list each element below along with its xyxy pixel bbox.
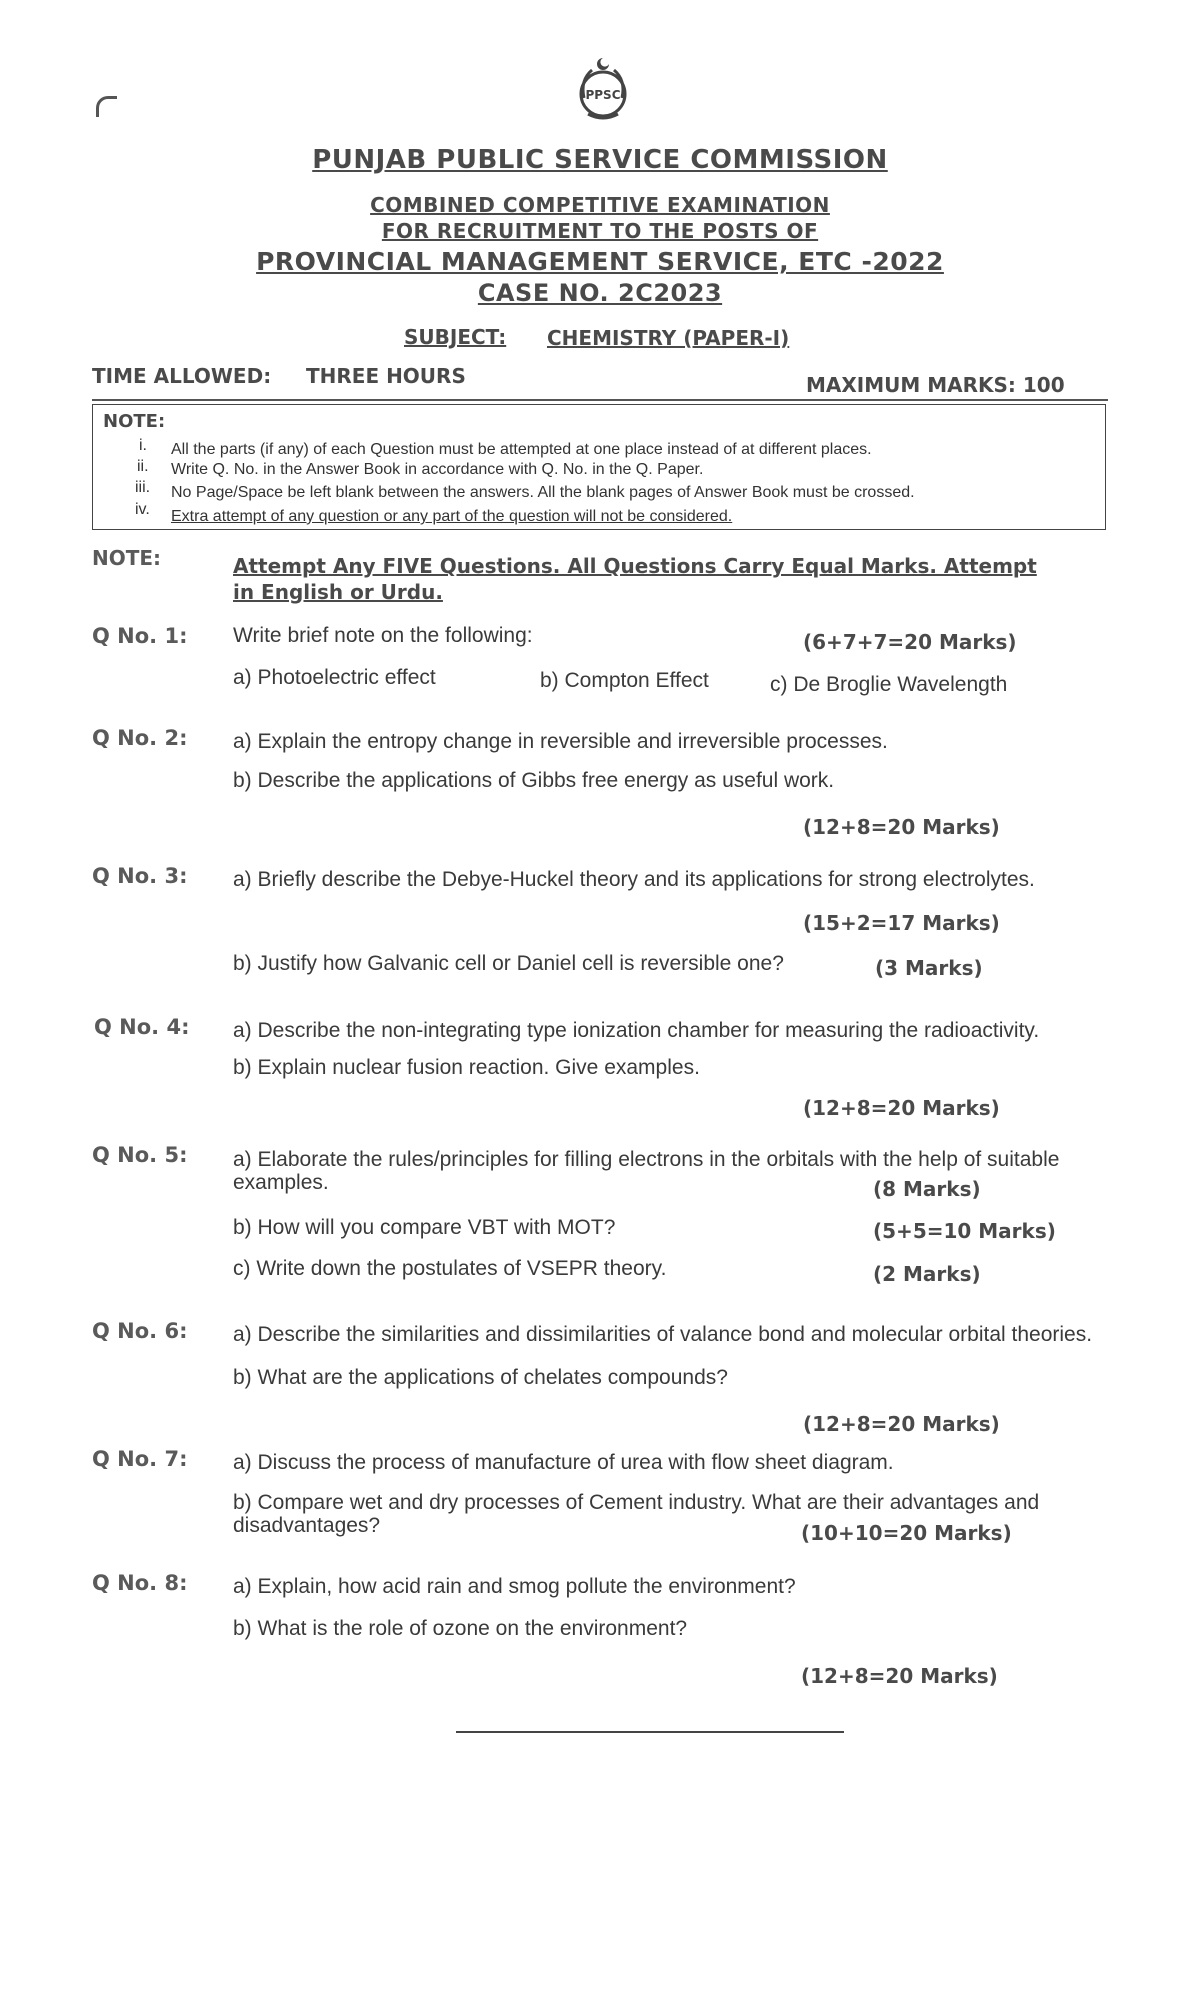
question-part: a) Briefly describe the Debye-Huckel theory and its applications for strong electrolytes. — [233, 868, 1035, 891]
header-divider — [92, 399, 1108, 401]
question-part: a) Explain the entropy change in reversible and irreversible processes. — [233, 730, 888, 753]
note-item-num: i. — [139, 437, 147, 454]
question-part: a) Describe the non-integrating type ionization chamber for measuring the radioactivity. — [233, 1019, 1040, 1042]
ppsc-logo — [570, 54, 636, 122]
subject-label: SUBJECT: — [404, 325, 507, 349]
question-part: b) What are the applications of chelates compounds? — [233, 1366, 728, 1389]
question-marks: (2 Marks) — [873, 1262, 981, 1286]
question-marks: (12+8=20 Marks) — [803, 1096, 1000, 1120]
subject-value: CHEMISTRY (PAPER-I) — [547, 326, 790, 350]
note-item-text: All the parts (if any) of each Question must be attempted at one place instead of at different places. — [171, 441, 872, 458]
instruction-line1: Attempt Any FIVE Questions. All Questions Carry Equal Marks. Attempt — [233, 554, 1037, 578]
question-marks: (10+10=20 Marks) — [801, 1521, 1012, 1545]
question-part: a) Explain, how acid rain and smog pollute the environment? — [233, 1575, 796, 1598]
note-item-text: Write Q. No. in the Answer Book in accordance with Q. No. in the Q. Paper. — [171, 461, 704, 478]
exam-title-line2: FOR RECRUITMENT TO THE POSTS OF — [381, 219, 819, 243]
case-number: CASE NO. 2C2023 — [477, 279, 723, 307]
question-part: a) Discuss the process of manufacture of urea with flow sheet diagram. — [233, 1451, 894, 1474]
note-box-title: NOTE: — [103, 411, 166, 432]
question-label: Q No. 3: — [92, 864, 188, 888]
note-item-text: No Page/Space be left blank between the answers. All the blank pages of Answer Book must be crossed. — [171, 484, 915, 501]
question-part: a) Describe the similarities and dissimilarities of valance bond and molecular orbital theories. — [233, 1323, 1093, 1346]
instruction-label: NOTE: — [92, 546, 162, 570]
question-text: Write brief note on the following: — [233, 624, 533, 647]
question-part: b) What is the role of ozone on the environment? — [233, 1617, 688, 1640]
question-part: b) Compare wet and dry processes of Cement industry. What are their advantages and — [233, 1491, 1040, 1514]
question-part: b) Justify how Galvanic cell or Daniel cell is reversible one? — [233, 952, 784, 975]
question-part: a) Photoelectric effect — [233, 666, 436, 689]
note-box — [92, 404, 1106, 530]
question-part: disadvantages? — [233, 1514, 381, 1537]
exam-title-line1: COMBINED COMPETITIVE EXAMINATION — [370, 193, 830, 217]
instruction-line2: in English or Urdu. — [233, 580, 443, 604]
question-marks: (3 Marks) — [875, 956, 983, 980]
exam-title-line3: PROVINCIAL MANAGEMENT SERVICE, ETC -2022 — [256, 247, 944, 276]
question-part: c) De Broglie Wavelength — [770, 673, 1008, 696]
question-marks: (5+5=10 Marks) — [873, 1219, 1056, 1243]
question-part: b) Explain nuclear fusion reaction. Give examples. — [233, 1056, 700, 1079]
question-label: Q No. 7: — [92, 1447, 188, 1471]
question-marks: (8 Marks) — [873, 1177, 981, 1201]
question-label: Q No. 4: — [94, 1015, 190, 1039]
end-divider — [456, 1731, 844, 1733]
question-marks: (12+8=20 Marks) — [803, 1412, 1000, 1436]
question-label: Q No. 8: — [92, 1571, 188, 1595]
note-item-text: Extra attempt of any question or any part of the question will not be considered. — [171, 508, 733, 525]
note-item-num: ii. — [137, 458, 149, 475]
question-part: examples. — [233, 1171, 329, 1194]
scan-mark — [96, 96, 117, 117]
question-marks: (15+2=17 Marks) — [803, 911, 1000, 935]
question-part: a) Elaborate the rules/principles for filling electrons in the orbitals with the help of suitable — [233, 1148, 1060, 1171]
question-part: b) Compton Effect — [540, 669, 709, 692]
time-allowed-value: THREE HOURS — [306, 364, 466, 388]
question-marks: (12+8=20 Marks) — [803, 815, 1000, 839]
question-part: b) Describe the applications of Gibbs free energy as useful work. — [233, 769, 835, 792]
svg-text:PPSC: PPSC — [585, 88, 621, 102]
time-allowed-label: TIME ALLOWED: — [92, 364, 272, 388]
question-label: Q No. 5: — [92, 1143, 188, 1167]
question-part: c) Write down the postulates of VSEPR theory. — [233, 1257, 667, 1280]
question-label: Q No. 1: — [92, 624, 188, 648]
note-item-num: iii. — [135, 479, 151, 496]
question-marks: (12+8=20 Marks) — [801, 1664, 998, 1688]
max-marks: MAXIMUM MARKS: 100 — [806, 373, 1065, 397]
note-item-num: iv. — [135, 501, 150, 518]
question-marks: (6+7+7=20 Marks) — [803, 630, 1017, 654]
question-label: Q No. 2: — [92, 726, 188, 750]
question-label: Q No. 6: — [92, 1319, 188, 1343]
commission-title: PUNJAB PUBLIC SERVICE COMMISSION — [312, 145, 888, 175]
question-part: b) How will you compare VBT with MOT? — [233, 1216, 616, 1239]
